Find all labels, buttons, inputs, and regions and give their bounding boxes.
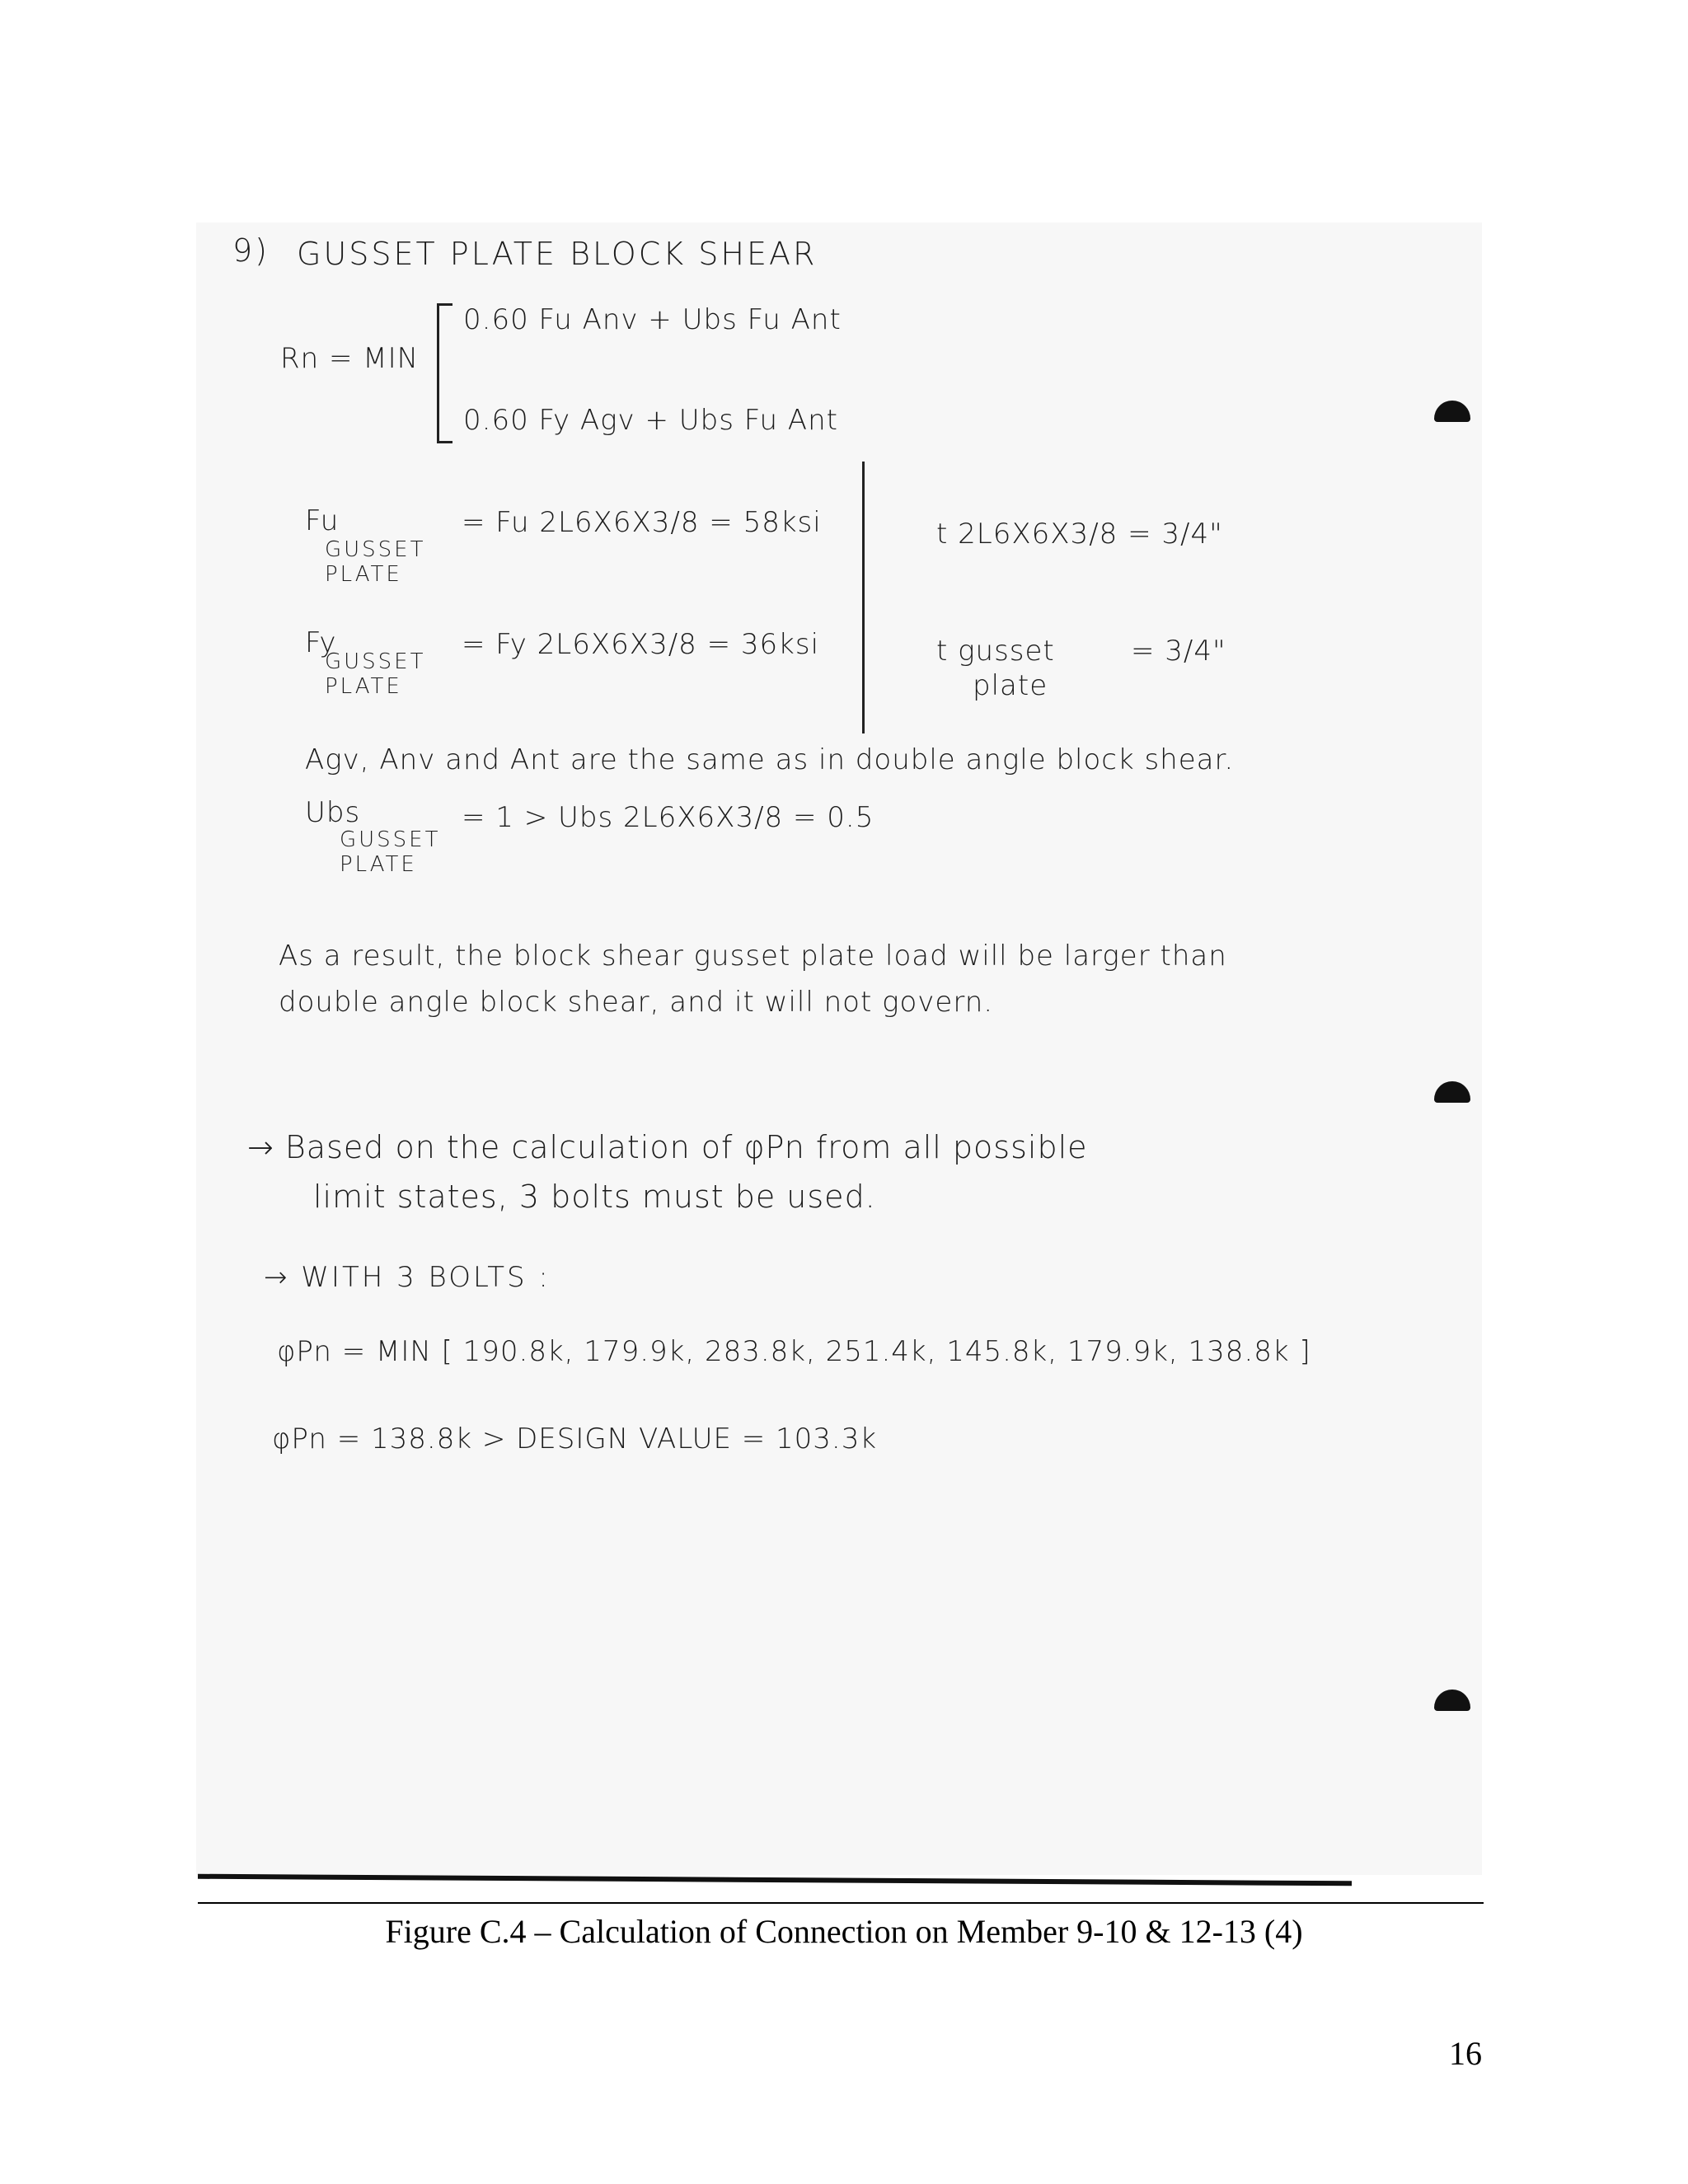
formula-line-1: 0.60 Fu Anv + Ubs Fu Ant: [463, 303, 842, 336]
fy-equation: = Fy 2L6X6X3/8 = 36ksi: [462, 628, 820, 661]
phi-pn-final: φPn = 138.8k > DESIGN VALUE = 103.3k: [272, 1422, 878, 1455]
ubs-equation: = 1 > Ubs 2L6X6X3/8 = 0.5: [462, 801, 874, 834]
t-angle: t 2L6X6X3/8 = 3/4": [936, 518, 1223, 551]
figure-caption: Figure C.4 – Calculation of Connection on Member 9-10 & 12-13 (4): [385, 1913, 1303, 1950]
fu-label: Fu: [305, 504, 340, 537]
conclusion-line-2: limit states, 3 bolts must be used.: [313, 1179, 876, 1215]
conclusion-line-1: → Based on the calculation of φPn from all possible: [247, 1129, 1088, 1165]
t-gusset-equation: = 3/4": [1131, 635, 1226, 668]
scanned-handwritten-page: [196, 223, 1482, 1875]
formula-bracket: [437, 303, 452, 443]
section-heading-number: 9): [232, 232, 270, 269]
phi-pn-min: φPn = MIN [ 190.8k, 179.9k, 283.8k, 251.4k, 145.8k, 179.9k, 138.8k ]: [277, 1335, 1311, 1368]
same-areas-note: Agv, Anv and Ant are the same as in double angle block shear.: [305, 743, 1235, 776]
page-number: 16: [1449, 2035, 1482, 2072]
fy-subscript: GUSSET PLATE: [325, 649, 426, 699]
result-line-2: double angle block shear, and it will not govern.: [279, 986, 994, 1019]
scan-bottom-edge: [198, 1874, 1352, 1886]
section-heading: GUSSET PLATE BLOCK SHEAR: [297, 236, 818, 272]
divider-line: [862, 462, 865, 733]
fu-equation: = Fu 2L6X6X3/8 = 58ksi: [462, 506, 822, 539]
fu-subscript: GUSSET PLATE: [325, 537, 426, 587]
ubs-label: Ubs: [305, 796, 361, 829]
ubs-subscript: GUSSET PLATE: [340, 827, 441, 877]
formula-line-2: 0.60 Fy Agv + Ubs Fu Ant: [463, 404, 838, 437]
fy-label: Fy: [305, 626, 337, 659]
t-gusset-label: t gusset: [936, 635, 1055, 668]
t-gusset-subscript: plate: [973, 669, 1048, 702]
formula-lhs: Rn = MIN: [280, 342, 420, 375]
result-line-1: As a result, the block shear gusset plate load will be larger than: [279, 940, 1227, 972]
caption-rule: [198, 1902, 1484, 1904]
with-bolts: → WITH 3 BOLTS :: [264, 1261, 551, 1294]
